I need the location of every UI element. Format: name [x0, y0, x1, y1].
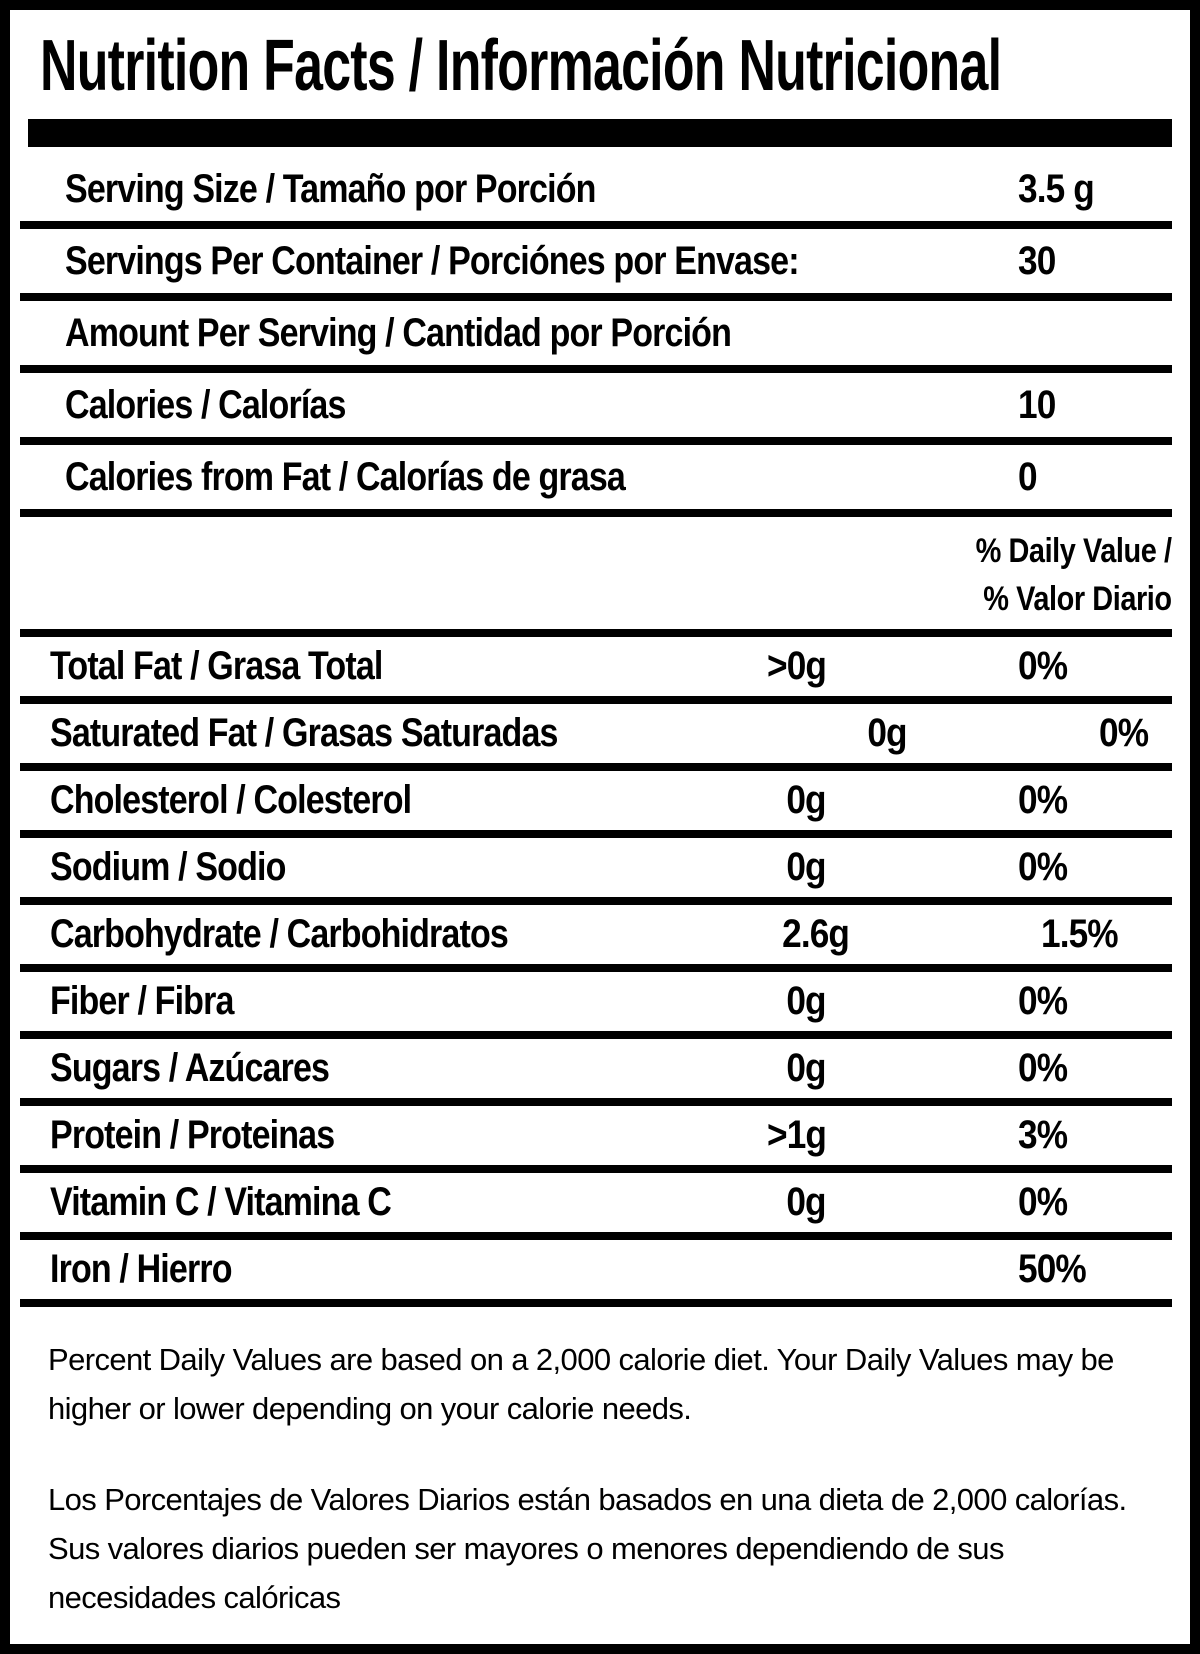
- row-amount: 0g: [867, 711, 908, 755]
- sodium-row: [20, 838, 1172, 905]
- cholesterol-row: [20, 771, 1172, 838]
- row-label: Fiber / Fibra: [50, 979, 234, 1023]
- row-amount: >0g: [766, 644, 826, 688]
- row-label: Cholesterol / Colesterol: [50, 778, 412, 822]
- row-label: Sugars / Azúcares: [50, 1046, 330, 1090]
- footnote-spanish: Los Porcentajes de Valores Diarios están basados en una dieta de 2,000 calorías. Sus valores diarios pueden ser mayores o menores dependiendo de sus necesidades calóricas: [48, 1482, 1127, 1615]
- row-value: [1018, 301, 1172, 365]
- amount-per-serving-row: [20, 301, 1172, 373]
- row-amount: >1g: [766, 1113, 826, 1157]
- row-label: Saturated Fat / Grasas Saturadas: [50, 711, 558, 755]
- iron-row: [20, 1240, 1172, 1307]
- serving-size-row: [20, 157, 1172, 229]
- carbohydrate-row: [20, 905, 1172, 972]
- row-label: Total Fat / Grasa Total: [50, 644, 383, 688]
- daily-value-header: % Daily Value / % Valor Diario: [20, 517, 1172, 637]
- row-label: Iron / Hierro: [50, 1247, 232, 1291]
- row-label: Calories from Fat / Calorías de grasa: [65, 455, 625, 499]
- row-value: 3.5 g: [1018, 167, 1094, 211]
- row-label: Carbohydrate / Carbohidratos: [50, 912, 508, 956]
- row-amount: 2.6g: [781, 912, 849, 956]
- row-daily-value: 0%: [1099, 711, 1149, 755]
- footnote-english: Percent Daily Values are based on a 2,000 calorie diet. Your Daily Values may be higher or lower depending on your calorie needs.: [48, 1342, 1114, 1426]
- row-label: Vitamin C / Vitamina C: [50, 1180, 391, 1224]
- row-daily-value: 0%: [1018, 644, 1068, 688]
- row-label: Calories / Calorías: [65, 383, 346, 427]
- calories-from-fat-row: [20, 445, 1172, 517]
- servings-per-container-row: [20, 229, 1172, 301]
- serving-section: [20, 147, 1172, 517]
- row-daily-value: 1.5%: [1040, 912, 1118, 956]
- row-amount: 0g: [786, 845, 826, 889]
- nutrients-section: [20, 637, 1172, 1307]
- sugars-row: [20, 1039, 1172, 1106]
- row-amount: 0g: [786, 1046, 826, 1090]
- row-amount: 0g: [786, 778, 826, 822]
- vitamin-c-row: [20, 1173, 1172, 1240]
- row-label: Sodium / Sodio: [50, 845, 286, 889]
- label-title: Nutrition Facts / Información Nutricional: [40, 26, 1002, 106]
- row-label: Serving Size / Tamaño por Porción: [65, 167, 596, 211]
- row-label: Protein / Proteinas: [50, 1113, 335, 1157]
- row-daily-value: 50%: [1018, 1247, 1086, 1291]
- row-amount: 0g: [786, 979, 826, 1023]
- row-daily-value: 0%: [1018, 1046, 1068, 1090]
- total-fat-row: [20, 637, 1172, 704]
- row-value: 30: [1018, 239, 1056, 283]
- protein-row: [20, 1106, 1172, 1173]
- row-value: 10: [1018, 383, 1056, 427]
- row-daily-value: 3%: [1018, 1113, 1068, 1157]
- row-amount: [566, 1240, 826, 1299]
- title-divider-bar: [28, 119, 1172, 147]
- calories-row: [20, 373, 1172, 445]
- row-daily-value: 0%: [1018, 1180, 1068, 1224]
- row-amount: 0g: [786, 1180, 826, 1224]
- row-label: Servings Per Container / Porciónes por Envase:: [65, 239, 799, 283]
- saturated-fat-row: [20, 704, 1172, 771]
- row-daily-value: 0%: [1018, 778, 1068, 822]
- row-daily-value: 0%: [1018, 845, 1068, 889]
- row-daily-value: 0%: [1018, 979, 1068, 1023]
- fiber-row: [20, 972, 1172, 1039]
- row-label: Amount Per Serving / Cantidad por Porción: [65, 311, 732, 355]
- row-value: 0: [1018, 455, 1037, 499]
